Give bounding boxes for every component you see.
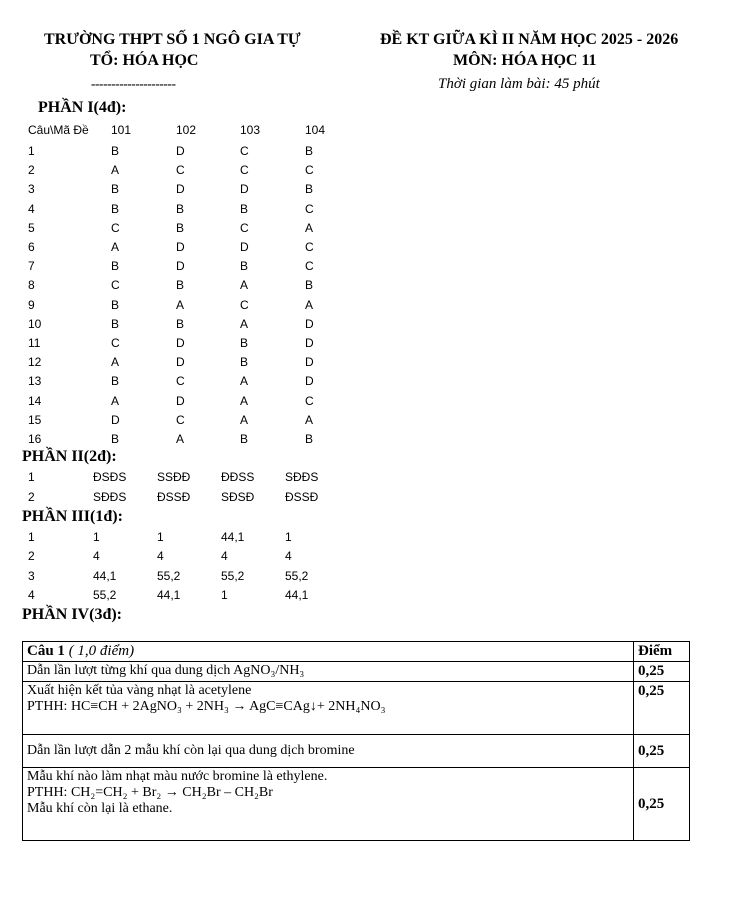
answer-cell: D — [305, 336, 314, 350]
question-number: 13 — [28, 374, 42, 389]
answer-row — [0, 317, 745, 336]
answer-cell: B — [305, 144, 314, 158]
answer-cell: D — [240, 240, 249, 254]
question-number: 2 — [28, 163, 35, 178]
answer-cell: A — [305, 412, 314, 427]
answer-cell: B — [111, 316, 120, 331]
answer-cell: A — [111, 163, 120, 178]
answer-cell: B — [111, 201, 120, 216]
score-step-row — [23, 735, 690, 768]
answer-cell: 44,1 — [221, 530, 245, 544]
answer-cell: B — [111, 297, 120, 312]
question-number: 2 — [28, 489, 35, 504]
question-number: 4 — [28, 201, 35, 216]
step-line: PTHH: HC≡CH + 2AgNO₃ + 2NH₃ → AgC≡CAg↓+ 2NH₄NO₃ — [27, 699, 386, 714]
answer-cell: 1 — [157, 530, 164, 544]
school-name: TRƯỜNG THPT SỐ 1 NGÔ GIA TỰ — [44, 31, 301, 48]
question-number: 15 — [28, 412, 42, 427]
column-header: 101 — [111, 123, 132, 137]
answer-cell: 4 — [93, 549, 100, 564]
step-line: Dẫn lần lượt dẫn 2 mẫu khí còn lại qua dung dịch bromine — [27, 743, 355, 758]
answer-row — [0, 298, 745, 317]
score-step-row — [23, 768, 690, 841]
score-step-row — [23, 682, 690, 735]
answer-cell: SĐĐS — [93, 489, 127, 504]
question-number: 1 — [28, 470, 35, 484]
answer-row — [0, 336, 745, 355]
answer-cell: D — [305, 355, 314, 370]
answer-cell: A — [240, 412, 249, 427]
answer-row — [0, 163, 745, 182]
answer-cell: 55,2 — [285, 568, 309, 583]
answer-cell: B — [176, 316, 185, 331]
answer-cell: 44,1 — [285, 587, 309, 602]
question-number: 1 — [28, 144, 35, 158]
answer-cell: B — [240, 201, 249, 216]
header-divider: --------------------- — [91, 76, 176, 91]
answer-cell: B — [176, 278, 185, 293]
question-number: 1 — [28, 530, 35, 544]
step-content — [23, 768, 634, 841]
step-score: 0,25 — [634, 735, 690, 768]
question-number: 7 — [28, 259, 35, 274]
step-score: 0,25 — [634, 682, 690, 735]
answer-cell: 1 — [93, 530, 100, 544]
answer-cell: ĐSSĐ — [285, 489, 319, 504]
part2-title: PHẦN II(2đ): — [22, 448, 117, 465]
answer-cell: 55,2 — [157, 568, 181, 583]
answer-cell: D — [176, 144, 185, 158]
question-number: 3 — [28, 568, 35, 583]
step-line: Xuất hiện kết tủa vàng nhạt là acetylene — [27, 683, 252, 698]
question-number: 12 — [28, 355, 42, 370]
answer-row — [0, 470, 745, 489]
answer-cell: 4 — [157, 549, 164, 564]
answer-cell: C — [240, 163, 249, 178]
answer-cell: D — [305, 316, 314, 331]
answer-cell: D — [176, 259, 185, 274]
answer-cell: B — [111, 432, 120, 446]
answer-cell: B — [111, 182, 120, 197]
answer-cell: 4 — [285, 549, 292, 564]
exam-title: ĐỀ KT GIỮA KÌ II NĂM HỌC 2025 - 2026 — [380, 31, 679, 48]
answer-cell: A — [240, 278, 249, 293]
answer-cell: B — [305, 182, 314, 197]
score-table-header-row — [23, 642, 690, 662]
answer-row — [0, 374, 745, 393]
answer-cell: 1 — [221, 587, 228, 602]
answer-cell: B — [240, 336, 249, 350]
question-number: 14 — [28, 393, 42, 408]
answer-row — [0, 259, 745, 278]
answer-cell: A — [305, 220, 314, 235]
part4-title: PHẦN IV(3đ): — [22, 606, 122, 623]
answer-cell: 1 — [285, 530, 292, 544]
answer-cell: D — [111, 412, 120, 427]
answer-row — [0, 202, 745, 221]
answer-cell: C — [305, 201, 314, 216]
step-line: PTHH: CH₂=CH₂ + Br₂ → CH₂Br – CH₂Br — [27, 785, 273, 800]
answer-cell: A — [176, 297, 185, 312]
answer-row — [0, 394, 745, 413]
part4-scoring-table — [22, 641, 690, 841]
question-number: 4 — [28, 587, 35, 602]
question-number: 9 — [28, 297, 35, 312]
part1-title: PHẦN I(4đ): — [38, 99, 127, 116]
answer-cell: ĐSĐS — [93, 470, 127, 484]
answer-cell: 55,2 — [93, 587, 117, 602]
score-step-row — [23, 662, 690, 682]
answer-cell: B — [111, 374, 120, 389]
answer-cell: D — [176, 240, 185, 254]
answer-cell: B — [240, 355, 249, 370]
step-score: 0,25 — [634, 768, 690, 841]
answer-cell: B — [240, 259, 249, 274]
answer-cell: C — [305, 259, 314, 274]
answer-row — [0, 355, 745, 374]
answer-row — [0, 413, 745, 432]
answer-cell: A — [240, 316, 249, 331]
answer-cell: C — [240, 297, 249, 312]
answer-cell: ĐSSĐ — [157, 489, 191, 504]
answer-cell: D — [176, 393, 185, 408]
step-line: Dẫn lần lượt từng khí qua dung dịch AgNO₃/NH₃ — [27, 663, 305, 678]
step-content — [23, 662, 634, 682]
answer-cell: B — [111, 144, 120, 158]
part1-header-row — [0, 123, 745, 142]
answer-cell: A — [305, 297, 314, 312]
answer-cell: B — [240, 432, 249, 446]
answer-cell: C — [305, 163, 314, 178]
step-content — [23, 735, 634, 768]
answer-cell: SĐSĐ — [221, 489, 255, 504]
answer-cell: B — [111, 259, 120, 274]
answer-cell: B — [305, 278, 314, 293]
answer-cell: D — [240, 182, 249, 197]
answer-row — [0, 278, 745, 297]
answer-cell: 44,1 — [157, 587, 181, 602]
question-points: ( 1,0 điểm) — [68, 643, 135, 659]
column-header: Câu\Mã Đề — [28, 123, 89, 137]
answer-cell: B — [176, 201, 185, 216]
answer-cell: SĐĐS — [285, 470, 319, 484]
answer-row — [0, 588, 745, 607]
answer-cell: C — [111, 220, 120, 235]
answer-cell: D — [176, 182, 185, 197]
question-label: Câu 1 — [27, 643, 65, 659]
step-content — [23, 682, 634, 735]
score-header: Điểm — [634, 642, 690, 662]
answer-row — [0, 569, 745, 588]
step-score: 0,25 — [634, 662, 690, 682]
answer-cell: 55,2 — [221, 568, 245, 583]
question-header-cell — [23, 642, 634, 662]
answer-cell: D — [176, 336, 185, 350]
answer-row — [0, 530, 745, 549]
answer-cell: D — [176, 355, 185, 370]
answer-row — [0, 240, 745, 259]
answer-cell: C — [240, 144, 249, 158]
answer-cell: D — [305, 374, 314, 389]
answer-cell: 44,1 — [93, 568, 117, 583]
answer-cell: A — [240, 393, 249, 408]
answer-cell: A — [111, 393, 120, 408]
question-number: 8 — [28, 278, 35, 293]
answer-cell: B — [305, 432, 314, 446]
question-number: 16 — [28, 432, 42, 446]
column-header: 104 — [305, 123, 326, 137]
answer-cell: A — [111, 355, 120, 370]
answer-row — [0, 549, 745, 568]
question-number: 10 — [28, 316, 42, 331]
answer-row — [0, 490, 745, 509]
answer-cell: 4 — [221, 549, 228, 564]
answer-cell: A — [176, 432, 185, 446]
question-number: 3 — [28, 182, 35, 197]
answer-row — [0, 182, 745, 201]
answer-cell: C — [305, 393, 314, 408]
question-number: 5 — [28, 220, 35, 235]
column-header: 103 — [240, 123, 261, 137]
answer-cell: B — [176, 220, 185, 235]
question-number: 11 — [28, 336, 41, 350]
column-header: 102 — [176, 123, 197, 137]
question-number: 2 — [28, 549, 35, 564]
answer-cell: A — [240, 374, 249, 389]
answer-cell: C — [176, 163, 185, 178]
answer-cell: ĐĐSS — [221, 470, 255, 484]
answer-cell: C — [111, 278, 120, 293]
department-name: TỔ: HÓA HỌC — [90, 52, 199, 69]
question-number: 6 — [28, 240, 35, 254]
exam-duration: Thời gian làm bài: 45 phút — [438, 76, 600, 92]
answer-cell: C — [176, 412, 185, 427]
answer-row — [0, 144, 745, 163]
part3-title: PHẦN III(1đ): — [22, 508, 123, 525]
answer-cell: C — [305, 240, 314, 254]
answer-cell: C — [176, 374, 185, 389]
answer-cell: SSĐĐ — [157, 470, 191, 484]
answer-cell: C — [111, 336, 120, 350]
answer-cell: C — [240, 220, 249, 235]
step-line: Mẫu khí nào làm nhạt màu nước bromine là ethylene. — [27, 769, 328, 784]
step-line: Mẫu khí còn lại là ethane. — [27, 801, 173, 816]
exam-subject: MÔN: HÓA HỌC 11 — [453, 52, 597, 69]
answer-cell: A — [111, 240, 120, 254]
answer-row — [0, 221, 745, 240]
